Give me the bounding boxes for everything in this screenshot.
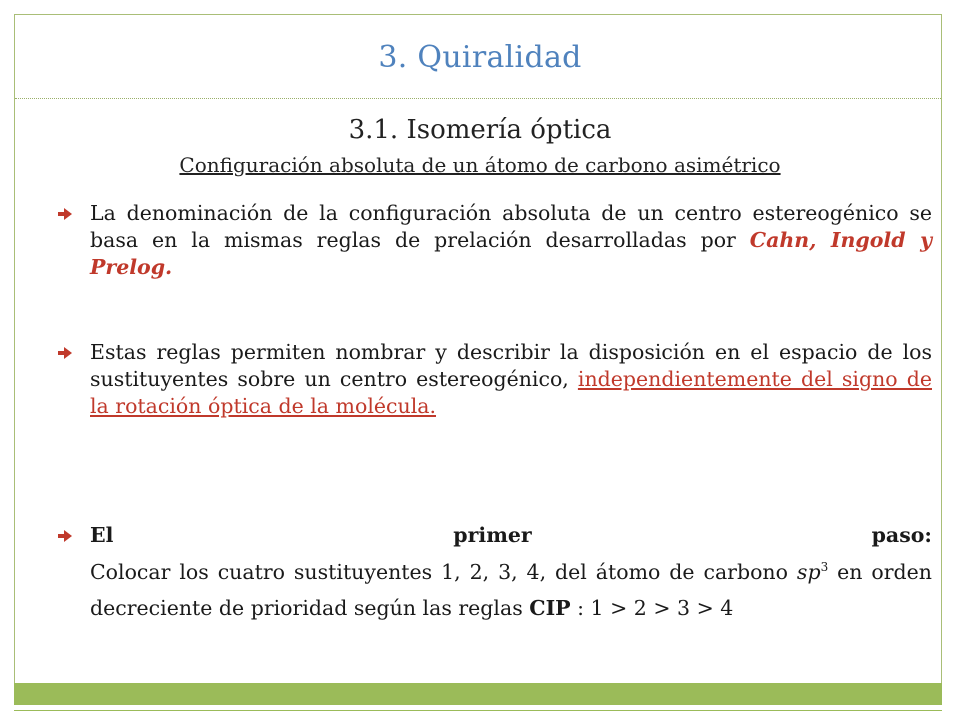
- bullet-3-line1: Colocar los cuatro sustituyentes 1, 2, 3, 4, del átomo de carbono: [90, 559, 788, 584]
- bullet-3-line2: en orden decreciente de prioridad según las reglas: [90, 559, 933, 620]
- bullet-3-line3: 2 > 3 > 4: [633, 595, 734, 620]
- bullet-3-heading: [90, 522, 932, 549]
- footer-line: [14, 710, 942, 711]
- arrow-right-icon: [58, 208, 72, 220]
- bullet-2-underlined: independientemente del signo de la rotación óptica de la molécula.: [90, 367, 932, 418]
- bullet-3-head-word1: El: [90, 523, 114, 547]
- title-divider: [15, 98, 941, 99]
- bullet-3-line2-end: : 1 >: [570, 595, 628, 620]
- bullet-3-sp: sp: [796, 559, 821, 584]
- arrow-right-icon: [58, 530, 72, 542]
- footer-bar: [14, 683, 942, 705]
- arrow-right-icon: [58, 347, 72, 359]
- bullet-1: [60, 200, 932, 281]
- bullet-3-sp-sup: 3: [820, 560, 829, 574]
- bullet-1-authors: Cahn, Ingold y Prelog.: [90, 228, 932, 279]
- bullet-1-text: La denominación de la configuración absoluta de un centro estereogénico se basa en la mismas reglas de prelación desarrolladas por: [90, 201, 932, 252]
- bullet-2-text: Estas reglas permiten nombrar y describir la disposición en el espacio de los sustituyentes sobre un centro estereogénico,: [90, 340, 932, 391]
- subsection-heading: Configuración absoluta de un átomo de carbono asimétrico: [179, 153, 781, 177]
- bullet-2: [60, 339, 932, 420]
- slide-title: 3. Quiralidad: [378, 40, 582, 75]
- section-heading: 3.1. Isomería óptica: [348, 115, 612, 145]
- bullet-3-cip: CIP: [529, 595, 571, 620]
- bullet-3: [60, 522, 932, 626]
- bullet-3-head-word2: primer: [453, 523, 532, 547]
- bullet-3-head-word3: paso:: [871, 523, 932, 547]
